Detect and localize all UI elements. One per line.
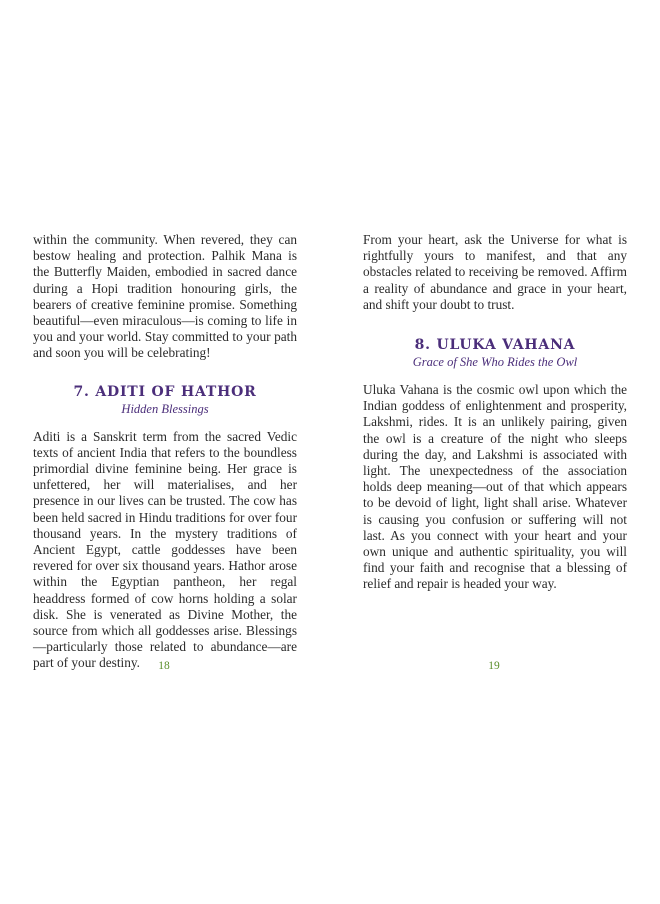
left-intro-paragraph: within the community. When revered, they can bestow healing and protection. Palhik Mana is the Butterfly Maiden, embodied in sacred dance during a Hopi tradition honouring girls, the bearers of creative feminine promise. Something beautiful—even miraculous—is coming to life in you and your world. Stay committed to your path and soon you will be celebrating!	[33, 232, 297, 361]
uluka-paragraph: Uluka Vahana is the cosmic owl upon which the Indian goddess of enlightenment and prosperity, Lakshmi, rides. It is an unlikely pairing, given the owl is a creature of the night who sleeps during the day, and Lakshmi is associated with light. The unexpectedness of the association holds deep meaning—out of that which appears to be devoid of light, light shall arise. Whatever is causing you confusion or suffering will not last. As you connect with your heart and your own unique and authentic spirituality, you will find your faith and recognise that a blessing of relief and repair is headed your way.	[363, 382, 627, 592]
section-subtitle-uluka: Grace of She Who Rides the Owl	[412, 355, 578, 370]
right-page	[363, 232, 627, 593]
section-heading-aditi: 7. ADITI OF HATHOR	[73, 383, 257, 400]
left-page	[33, 232, 297, 672]
aditi-paragraph: Aditi is a Sanskrit term from the sacred Vedic texts of ancient India that refers to the boundless primordial divine feminine being. Her grace is unfettered, her will materialises, and her presence in our lives can be trusted. The cow has been held sacred in Hindu traditions for over four thousand years. In the mystery traditions of Ancient Egypt, cattle goddesses have been revered for over six thousand years. Hathor arose within the Egyptian pantheon, her regal headdress formed of cow horns holding a solar disk. She is venerated as Divine Mother, the source from which all goddesses arise. Blessings—particularly those related to abundance—are part of your destiny.	[33, 428, 297, 671]
section-heading-uluka: 8. ULUKA VAHANA	[414, 337, 576, 354]
page-number-left: 18	[158, 660, 170, 672]
right-intro-paragraph: From your heart, ask the Universe for what is rightfully yours to manifest, and that any obstacles related to receiving be removed. Affirm a reality of abundance and grace in your heart, and shift your doubt to trust.	[363, 232, 627, 312]
page-number-right: 19	[488, 660, 500, 672]
section-subtitle-aditi: Hidden Blessings	[121, 401, 209, 416]
